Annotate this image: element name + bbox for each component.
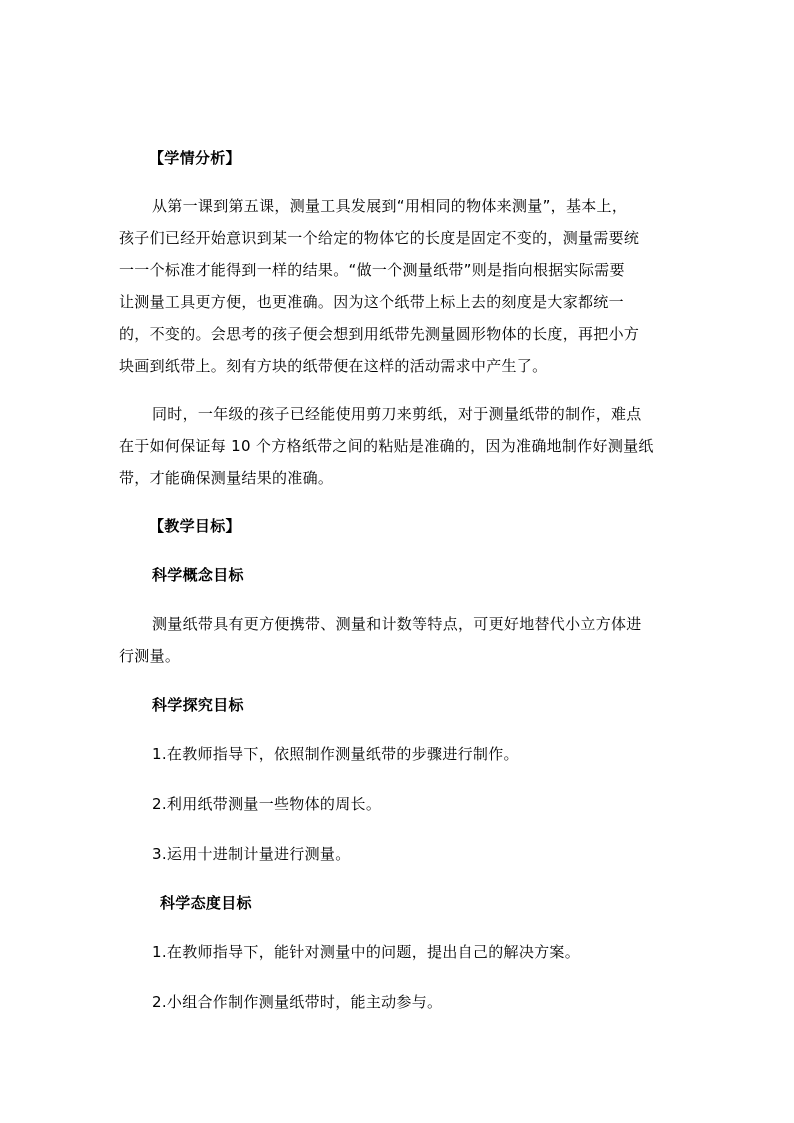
concept-goal-line1: 测量纸带具有更方便携带、测量和计数等特点，可更好地替代小立方体进 — [152, 615, 642, 633]
subheading-inquiry-goal: 科学探究目标 — [152, 696, 244, 714]
heading-teaching-goals: 【教学目标】 — [149, 517, 241, 535]
analysis-para1-line4: 让测量工具更方便，也更准确。因为这个纸带上标上去的刻度是大家都统一 — [119, 293, 624, 311]
analysis-para1-line5: 的，不变的。会思考的孩子便会想到用纸带先测量圆形物体的长度，再把小方 — [119, 325, 640, 343]
inquiry-goal-item3: 3.运用十进制计量进行测量。 — [152, 845, 351, 863]
inquiry-goal-item2: 2.利用纸带测量一些物体的周长。 — [152, 795, 382, 813]
inquiry-goal-item1: 1.在教师指导下，依照制作测量纸带的步骤进行制作。 — [152, 745, 519, 763]
subheading-attitude-goal: 科学态度目标 — [160, 894, 252, 912]
analysis-para1-line2: 孩子们已经开始意识到某一个给定的物体它的长度是固定不变的，测量需要统 — [119, 229, 640, 247]
analysis-para1-line6: 块画到纸带上。刻有方块的纸带便在这样的活动需求中产生了。 — [119, 357, 548, 375]
analysis-para2-line1: 同时，一年级的孩子已经能使用剪刀来剪纸，对于测量纸带的制作，难点 — [152, 405, 642, 423]
attitude-goal-item1: 1.在教师指导下，能针对测量中的问题，提出自己的解决方案。 — [152, 943, 581, 961]
analysis-para2-line3: 带，才能确保测量结果的准确。 — [119, 469, 334, 487]
heading-learning-analysis: 【学情分析】 — [149, 149, 241, 167]
analysis-para1-line1: 从第一课到第五课，测量工具发展到“用相同的物体来测量”，基本上， — [152, 197, 628, 215]
analysis-para1-line3: 一一个标准才能得到一样的结果。“做一个测量纸带”则是指向根据实际需要 — [119, 261, 625, 279]
analysis-para2-line2: 在于如何保证每 10 个方格纸带之间的粘贴是准确的，因为准确地制作好测量纸 — [119, 437, 654, 455]
concept-goal-line2: 行测量。 — [119, 647, 181, 665]
subheading-concept-goal: 科学概念目标 — [152, 566, 244, 584]
attitude-goal-item2: 2.小组合作制作测量纸带时，能主动参与。 — [152, 993, 443, 1011]
